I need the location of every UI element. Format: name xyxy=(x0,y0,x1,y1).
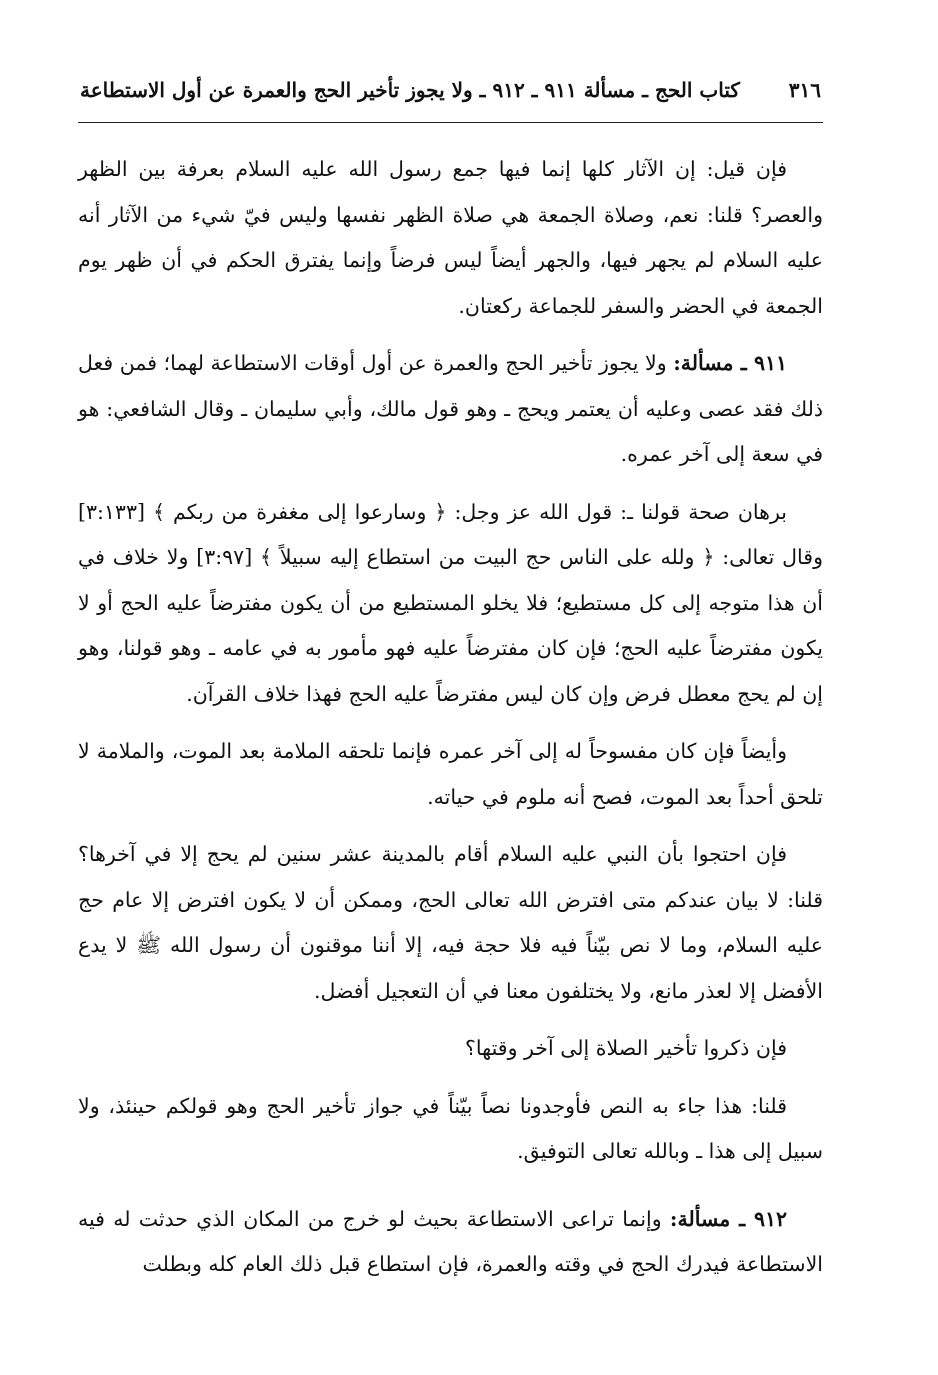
paragraph-prayer-question xyxy=(78,1026,823,1072)
book-page xyxy=(78,62,823,1300)
paragraph-prayer-answer xyxy=(78,1084,823,1175)
paragraph-prophet-argument xyxy=(78,832,823,1014)
running-title: كتاب الحج ـ مسألة ٩١١ ـ ٩١٢ ـ ولا يجوز تأخير الحج والعمرة عن أول الاستطاعة xyxy=(80,78,740,102)
paragraph-text: ولا يجوز تأخير الحج والعمرة عن أول أوقات الاستطاعة لهما؛ فمن فعل ذلك فقد عصى وعليه أن يعتمر ويحج ـ وهو قول مالك، وأبي سليمان ـ وقال الشافعي: هو في سعة إلى آخر عمره. xyxy=(78,351,823,466)
page-number: ٣١٦ xyxy=(788,78,821,102)
issue-heading: ٩١٢ ـ مسألة: xyxy=(669,1206,787,1231)
paragraph-text: فإن احتجوا بأن النبي عليه السلام أقام بالمدينة عشر سنين لم يحج إلا في آخرها؟ قلنا: لا بيان عندكم متى افترض الله تعالى الحج، وممكن أن لا يكون افترض إلا عام حج عليه السلام، وما لا نص بيّناً فيه فلا حجة فيه، إلا أننا موقنون أن رسول الله ﷺ لا يدع الأفضل إلا لعذر مانع، ولا يختلفون معنا في أن التعجيل أفضل. xyxy=(78,842,823,1003)
issue-heading: ٩١١ ـ مسألة: xyxy=(673,351,787,375)
paragraph-text: فإن ذكروا تأخير الصلاة إلى آخر وقتها؟ xyxy=(465,1036,787,1060)
header-rule xyxy=(78,122,823,123)
paragraph-text: وأيضاً فإن كان مفسوحاً له إلى آخر عمره فإنما تلحقه الملامة بعد الموت، والملامة لا تلحق أحداً بعد الموت، فصح أنه ملوم في حياته. xyxy=(78,739,823,809)
paragraph-blame xyxy=(78,729,823,820)
page-body xyxy=(78,147,823,1288)
paragraph-issue-912 xyxy=(78,1197,823,1288)
paragraph-objection-jumua xyxy=(78,147,823,329)
paragraph-text: برهان صحة قولنا ـ: قول الله عز وجل: ﴿ وسارعوا إلى مغفرة من ربكم ﴾ [٣:١٣٣] وقال تعالى: ﴿ ولله على الناس حج البيت من استطاع إليه سبيلاً ﴾ [٣:٩٧] ولا خلاف في أن هذا متوجه إلى كل مستطيع؛ فلا يخلو المستطيع من أن يكون مفترضاً عليه الحج أو لا يكون مفترضاً عليه الحج؛ فإن كان مفترضاً عليه فهو مأمور به في عامه ـ وهو قولنا، وهو إن لم يحج معطل فرض وإن كان ليس مفترضاً عليه الحج فهذا خلاف القرآن. xyxy=(78,499,823,706)
paragraph-text: وإنما تراعى الاستطاعة بحيث لو خرج من المكان الذي حدثت له فيه الاستطاعة فيدرك الحج في وقته والعمرة، فإن استطاع قبل ذلك العام كله وبطلت xyxy=(78,1206,823,1276)
paragraph-text: فإن قيل: إن الآثار كلها إنما فيها جمع رسول الله عليه السلام بعرفة بين الظهر والعصر؟ قلنا: نعم، وصلاة الجمعة هي صلاة الظهر نفسها وليس فيّ شيء من الآثار أنه عليه السلام لم يجهر فيها، والجهر أيضاً ليس فرضاً وإنما يفترق الحكم في أن ظهر يوم الجمعة في الحضر والسفر للجماعة ركعتان. xyxy=(78,157,823,318)
running-header xyxy=(78,62,823,118)
paragraph-issue-911 xyxy=(78,341,823,478)
paragraph-text: قلنا: هذا جاء به النص فأوجدونا نصاً بيّناً في جواز تأخير الحج وهو قولكم حينئذ، ولا سبيل إلى هذا ـ وبالله تعالى التوفيق. xyxy=(78,1093,823,1163)
paragraph-proof xyxy=(78,490,823,718)
